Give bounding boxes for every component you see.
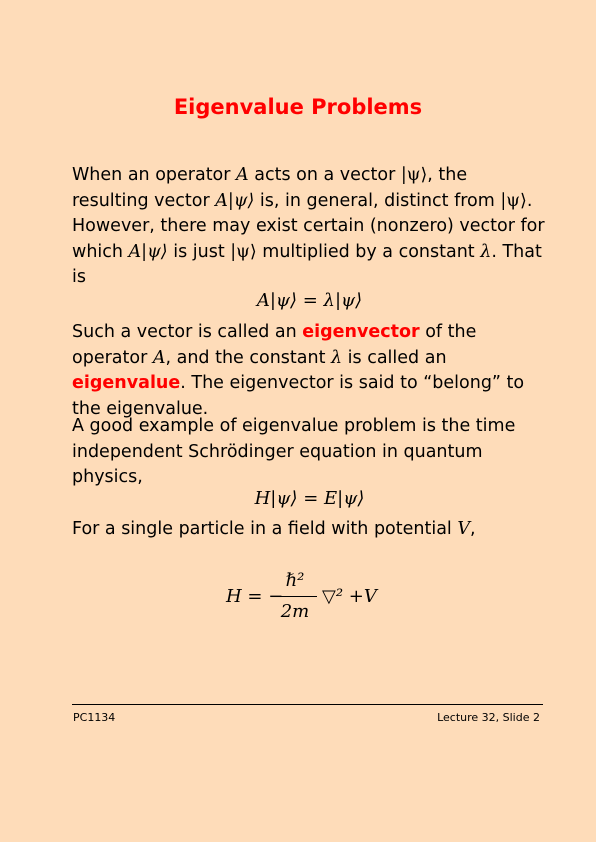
text: Such a vector is called an [72,322,303,342]
math-symbol: A [236,165,249,185]
term-eigenvector: eigenvector [302,322,420,342]
text: . The eigenvector is said to “belong” to the eigenvalue. [72,373,525,419]
footer-slide-number: Lecture 32, Slide 2 [437,711,540,724]
footer-course-code: PC1134 [73,711,116,724]
text: is called an [342,347,447,368]
slide-title: Eigenvalue Problems [173,95,423,119]
fraction [271,568,319,625]
math-symbol: V [457,519,470,539]
text: multiplied by a constant [256,241,481,262]
text: of the operator [72,322,477,368]
text: is, in general, distinct from [254,190,501,211]
text: . That is [72,241,542,287]
equation-schrodinger: H|ψ⟩ = E|ψ⟩ [254,488,365,509]
math-symbol: A|ψ⟩ [128,241,168,262]
math-symbol: A [152,347,166,368]
math-symbol: λ [480,241,492,262]
text: , the resulting vector [72,165,468,211]
fraction-denominator: 2m [280,601,310,622]
paragraph-potential [72,517,547,543]
math-symbol: A|ψ⟩ [215,190,255,211]
term-eigenvalue: eigenvalue [72,373,181,393]
math-symbol: |ψ⟩ [400,165,428,185]
fraction-bar [273,596,317,597]
text: , and the constant [165,347,332,368]
text: When an operator [72,165,237,185]
hamiltonian-rhs: ▽² +V [322,586,377,607]
text: For a single particle in a field with potential [72,519,458,539]
fraction-numerator: ℏ² [285,570,305,591]
footer-rule [72,704,543,705]
paragraph-schrodinger: A good example of eigenvalue problem is the time independent Schrödinger equation in quantum physics, [72,416,516,487]
text: . However, there may exist certain (nonzero) vector for which [72,190,545,262]
text: is just [167,241,231,262]
text: acts on a vector [248,165,401,185]
math-symbol: λ [331,347,343,368]
math-symbol: |ψ⟩ [500,190,527,211]
paragraph-eigen-definition [72,320,547,422]
math-symbol: |ψ⟩ [230,241,257,262]
equation-eigenvalue: A|ψ⟩ = λ|ψ⟩ [256,290,363,311]
paragraph-operator-intro [72,163,547,291]
text: , [470,519,476,539]
hamiltonian-lhs: H = − [226,586,284,607]
